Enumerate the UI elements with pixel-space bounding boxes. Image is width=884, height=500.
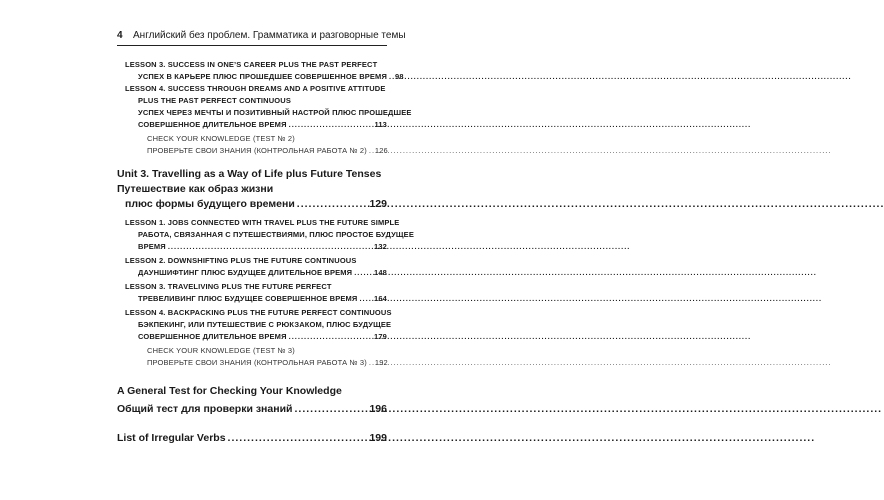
toc-lesson-title: LESSON 4. SUCCESS THROUGH DREAMS AND A POSITIVE ATTITUDE (125, 84, 386, 93)
toc-page-ref: 164 (374, 294, 387, 303)
toc-page-ref: 113 (374, 120, 387, 129)
toc-page-ref: 192 (374, 358, 388, 367)
toc-lesson-subtitle: ТРЕВЕЛИВИНГ ПЛЮС БУДУЩЕЕ СОВЕРШЕННОЕ ВРЕМЯ ..... 164 (138, 294, 387, 303)
leader-dots (294, 403, 367, 415)
toc-page-ref: 129 (369, 198, 387, 210)
toc-page-ref: 126 (374, 146, 388, 155)
toc-test-subtitle: ПРОВЕРЬТЕ СВОИ ЗНАНИЯ (КОНТРОЛЬНАЯ РАБОТА № 2) ..... 126 (147, 146, 387, 155)
toc-lesson-subtitle: СОВЕРШЕННОЕ ДЛИТЕЛЬНОЕ ВРЕМЯ ..... 179 (138, 332, 387, 341)
leader-dots (297, 198, 368, 210)
toc-general-test-title-ru: Общий тест для проверки знаний ..... 196 (117, 403, 387, 415)
leader-dots (359, 294, 372, 303)
toc-lesson-title: LESSON 1. JOBS CONNECTED WITH TRAVEL PLUS THE FUTURE SIMPLE (125, 218, 400, 227)
toc-lesson-title-cont: PLUS THE PAST PERFECT CONTINUOUS (138, 96, 292, 105)
toc-lesson-subtitle: УСПЕХ ЧЕРЕЗ МЕЧТЫ И ПОЗИТИВНЫЙ НАСТРОЙ ПЛЮС ПРОШЕДШЕЕ (138, 108, 412, 117)
leader-dots (369, 358, 373, 367)
toc-lesson-subtitle: УСПЕХ В КАРЬЕРЕ ПЛЮС ПРОШЕДШЕЕ СОВЕРШЕННОЕ ВРЕМЯ ..... 98 (138, 72, 387, 81)
toc-test-title: CHECK YOUR KNOWLEDGE (TEST № 3) (147, 346, 295, 355)
toc-test-title: CHECK YOUR KNOWLEDGE (TEST № 2) (147, 134, 295, 143)
leader-dots (168, 242, 372, 251)
toc-page-ref: 132 (374, 242, 387, 251)
running-header (117, 29, 406, 45)
toc-unit-title: Unit 3. Travelling as a Way of Life plus Future Tenses (117, 168, 382, 180)
toc-page-ref: 196 (369, 403, 387, 415)
toc-lesson-title: LESSON 3. SUCCESS IN ONE’S CAREER PLUS THE PAST PERFECT (125, 60, 378, 69)
toc-irregular-verbs: List of Irregular Verbs ..... 199 (117, 432, 387, 444)
leader-dots (354, 268, 372, 277)
toc-test-subtitle: ПРОВЕРЬТЕ СВОИ ЗНАНИЯ (КОНТРОЛЬНАЯ РАБОТА № 3) ..... 192 (147, 358, 387, 367)
header-rule (117, 45, 387, 46)
toc-lesson-subtitle: БЭКПЕКИНГ, ИЛИ ПУТЕШЕСТВИЕ С РЮКЗАКОМ, ПЛЮС БУДУЩЕЕ (138, 320, 392, 329)
toc-unit-title-ru: плюс формы будущего времени ..... 129 (125, 198, 387, 210)
page-number: 4 (117, 30, 123, 41)
toc-page-ref: 148 (374, 268, 387, 277)
leader-dots (228, 432, 368, 444)
toc-unit-title-ru: Путешествие как образ жизни (117, 183, 274, 195)
toc-page-ref: 199 (369, 432, 387, 444)
toc-page-ref: 98 (395, 72, 404, 81)
toc-lesson-subtitle: ВРЕМЯ ..... 132 (138, 242, 387, 251)
toc-lesson-title: LESSON 2. DOWNSHIFTING PLUS THE FUTURE CONTINUOUS (125, 256, 357, 265)
running-header-title: Английский без проблем. Грамматика и разговорные темы (133, 30, 406, 41)
toc-general-test-title: A General Test for Checking Your Knowledge (117, 385, 342, 397)
toc-lesson-subtitle: ДАУНШИФТИНГ ПЛЮС БУДУЩЕЕ ДЛИТЕЛЬНОЕ ВРЕМЯ ..... 148 (138, 268, 387, 277)
toc-page-ref: 179 (374, 332, 387, 341)
toc-lesson-title: LESSON 3. TRAVELIVING PLUS THE FUTURE PERFECT (125, 282, 332, 291)
toc-lesson-subtitle: РАБОТА, СВЯЗАННАЯ С ПУТЕШЕСТВИЯМИ, ПЛЮС ПРОСТОЕ БУДУЩЕЕ (138, 230, 414, 239)
leader-dots (389, 72, 393, 81)
toc-lesson-subtitle: СОВЕРШЕННОЕ ДЛИТЕЛЬНОЕ ВРЕМЯ ..... 113 (138, 120, 387, 129)
leader-dots (369, 146, 373, 155)
leader-dots (289, 332, 372, 341)
leader-dots (289, 120, 373, 129)
toc-lesson-title: LESSON 4. BACKPACKING PLUS THE FUTURE PERFECT CONTINUOUS (125, 308, 392, 317)
